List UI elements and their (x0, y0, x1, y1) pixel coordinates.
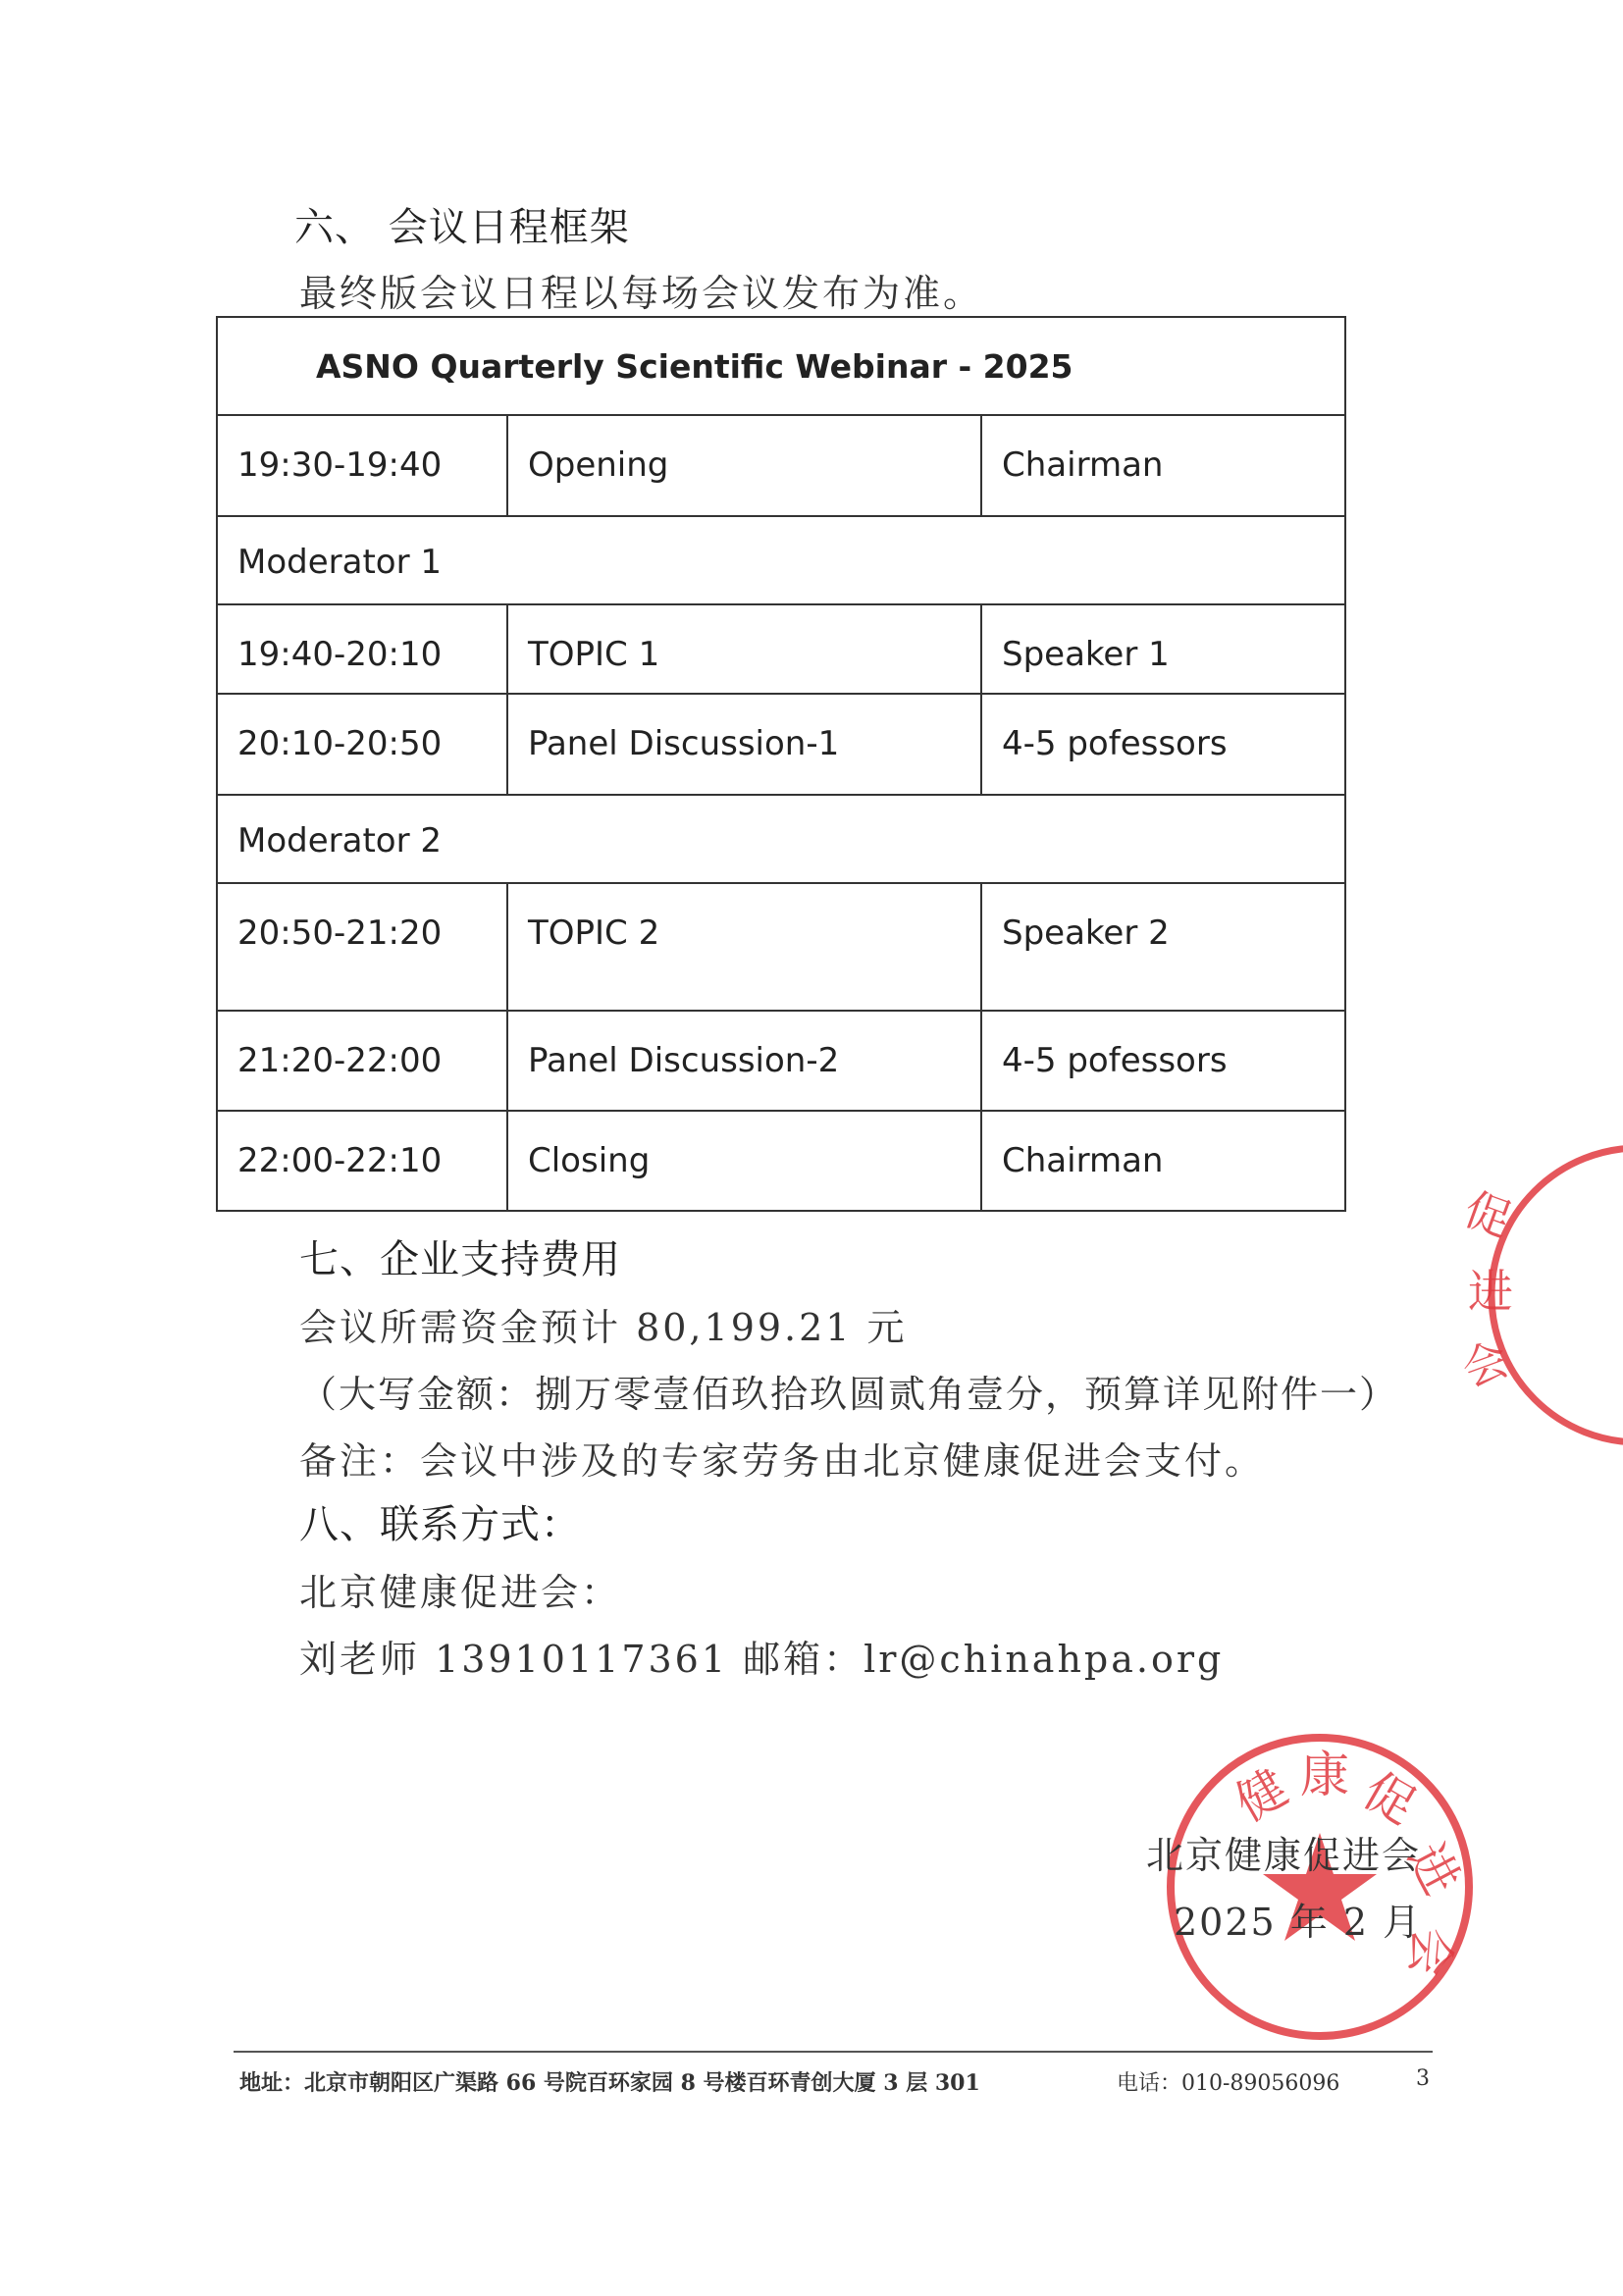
footer-phone: 电话：010-89056096 (1117, 2071, 1340, 2096)
moderator-cell: Moderator 2 (237, 821, 443, 861)
time-cell: 21:20-22:00 (218, 1012, 508, 1110)
svg-text:进: 进 (1468, 1265, 1513, 1318)
table-row (218, 695, 1344, 796)
time-cell: 19:30-19:40 (218, 416, 508, 515)
table-row (218, 416, 1344, 517)
contact-line: 刘老师 13910117361 邮箱：lr@chinahpa.org (299, 1638, 1225, 1681)
moderator-row (218, 796, 1344, 884)
person-cell: 4-5 pofessors (1002, 724, 1228, 763)
budget-uppercase: （大写金额：捌万零壹佰玖拾玖圆贰角壹分，预算详见附件一） (299, 1373, 1399, 1416)
contact-org: 北京健康促进会： (299, 1571, 622, 1614)
svg-text:促: 促 (1457, 1181, 1518, 1248)
page-number: 3 (1416, 2066, 1430, 2091)
item-cell: TOPIC 2 (508, 884, 982, 1010)
time-cell: 22:00-22:10 (218, 1112, 508, 1210)
table-row (218, 605, 1344, 695)
svg-text:会: 会 (1399, 1924, 1461, 1979)
schedule-title-row (218, 318, 1344, 416)
person-cell: Speaker 2 (1002, 913, 1170, 953)
item-cell: Opening (508, 416, 982, 515)
time-cell: 20:10-20:50 (218, 695, 508, 794)
item-cell: Panel Discussion-1 (508, 695, 982, 794)
time-cell: 20:50-21:20 (218, 884, 508, 1010)
schedule-title: ASNO Quarterly Scientific Webinar - 2025 (316, 346, 1073, 386)
moderator-row (218, 517, 1344, 605)
svg-text:促: 促 (1353, 1761, 1425, 1836)
edge-seal-icon (1442, 1138, 1623, 1452)
table-row (218, 1012, 1344, 1112)
section6-note: 最终版会议日程以每场会议发布为准。 (299, 272, 984, 315)
official-seal-icon (1153, 1727, 1487, 2051)
time-cell: 19:40-20:10 (218, 605, 508, 693)
section8-heading: 八、联系方式： (299, 1502, 581, 1547)
budget-line: 会议所需资金预计 80,199.21 元 (299, 1306, 908, 1349)
section7-heading: 七、企业支持费用 (299, 1237, 621, 1282)
item-cell: Panel Discussion-2 (508, 1012, 982, 1110)
svg-text:会: 会 (1454, 1331, 1516, 1397)
person-cell: 4-5 pofessors (1002, 1041, 1228, 1080)
person-cell: Speaker 1 (1002, 635, 1170, 674)
svg-text:健: 健 (1226, 1758, 1297, 1833)
svg-text:进: 进 (1396, 1834, 1471, 1905)
signature-date: 2025 年 2 月 (1174, 1901, 1423, 1944)
signature-org: 北京健康促进会 (1146, 1834, 1422, 1877)
remark-line: 备注：会议中涉及的专家劳务由北京健康促进会支付。 (299, 1439, 1266, 1483)
svg-text:康: 康 (1300, 1747, 1349, 1803)
table-row (218, 1112, 1344, 1210)
schedule-table (216, 316, 1346, 1212)
person-cell: Chairman (1002, 445, 1164, 485)
table-row (218, 884, 1344, 1012)
person-cell: Chairman (1002, 1141, 1164, 1180)
item-cell: Closing (508, 1112, 982, 1210)
footer-divider (234, 2051, 1433, 2053)
moderator-cell: Moderator 1 (237, 543, 443, 582)
section6-heading: 六、 会议日程框架 (294, 205, 630, 250)
footer-address: 地址：北京市朝阳区广渠路 66 号院百环家园 8 号楼百环青创大厦 3 层 301 (239, 2070, 980, 2096)
item-cell: TOPIC 1 (508, 605, 982, 693)
